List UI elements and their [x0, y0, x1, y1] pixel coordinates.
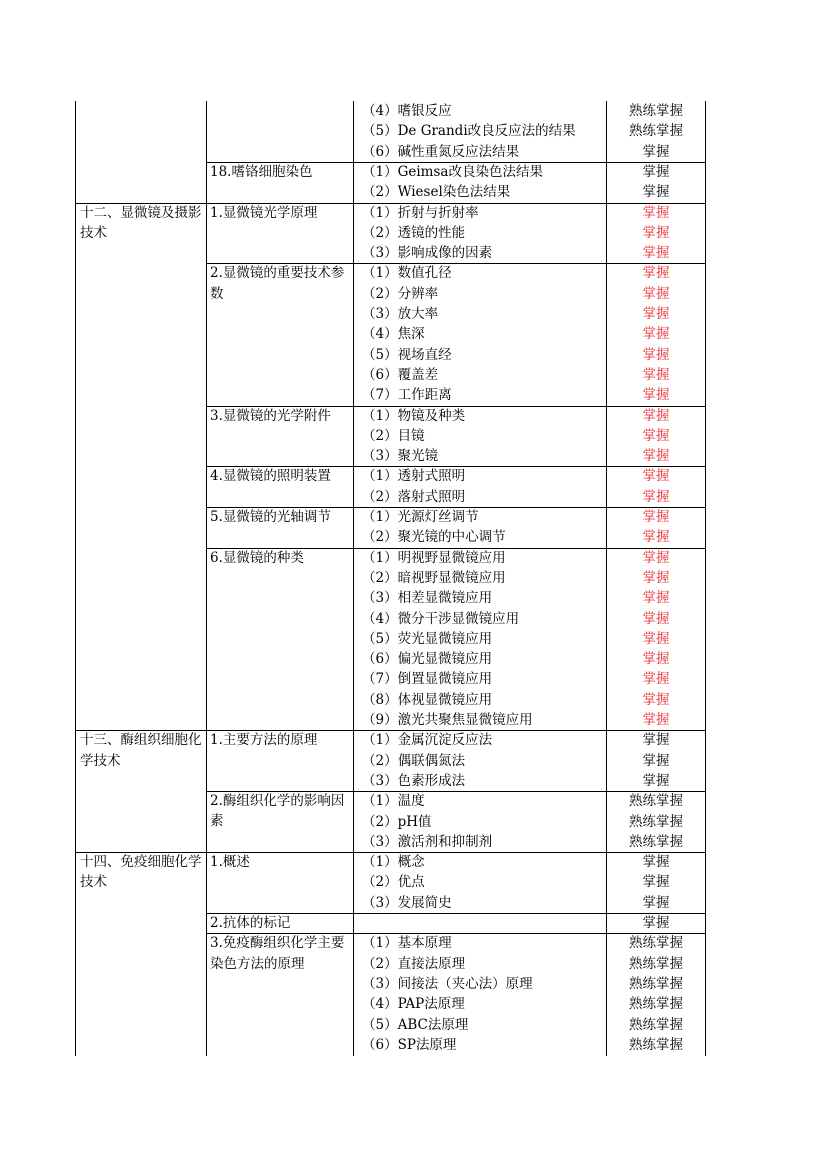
mastery-level: 掌握: [642, 509, 670, 525]
item-text: （1）概念: [362, 854, 425, 871]
item-text: （2）聚光镜的中心调节: [362, 529, 506, 546]
item-text: （6）SP法原理: [362, 1036, 457, 1053]
item-text: （1）明视野显微镜应用: [362, 549, 506, 566]
topic-title: 十四、免疫细胞化学技术: [80, 854, 202, 891]
item-text: （3）放大率: [362, 306, 439, 322]
item-text: （4）微分干涉显微镜应用: [362, 610, 520, 627]
row-divider: [206, 162, 705, 163]
row-divider: [206, 406, 705, 407]
item-text: （5）ABC法原理: [362, 1016, 469, 1033]
mastery-level: 掌握: [642, 772, 670, 789]
item-text: （2）直接法原理: [362, 955, 466, 972]
item-text: （2）Wiesel染色法结果: [362, 184, 511, 201]
unit-title: 1.显微镜光学原理: [210, 204, 318, 221]
item-text: （2）pH值: [362, 813, 432, 830]
mastery-level: 熟练掌握: [629, 975, 683, 992]
mastery-level: 熟练掌握: [629, 793, 683, 810]
item-text: （5）视场直经: [362, 346, 452, 363]
mastery-level: 熟练掌握: [629, 955, 683, 972]
item-text: （6）覆盖差: [362, 366, 439, 383]
unit-title: 18.嗜铬细胞染色: [210, 163, 313, 180]
unit-title: 3.免疫酶组织化学主要染色方法的原理: [210, 935, 345, 972]
mastery-level: 掌握: [642, 915, 670, 931]
row-divider: [206, 466, 705, 467]
mastery-level: 掌握: [642, 630, 670, 647]
unit-title: 3.显微镜的光学附件: [210, 407, 331, 424]
mastery-level: 掌握: [642, 224, 670, 241]
mastery-level: 掌握: [642, 691, 670, 708]
unit-title: 2.抗体的标记: [210, 915, 291, 931]
item-text: （3）间接法（夹心法）原理: [362, 975, 533, 992]
item-text: （1）光源灯丝调节: [362, 509, 479, 525]
unit-title: 1.概述: [210, 854, 250, 871]
row-divider: [75, 203, 705, 204]
item-text: （1）透射式照明: [362, 468, 466, 485]
mastery-level: 掌握: [642, 326, 670, 343]
column-border: [75, 101, 76, 1056]
item-text: （3）激活剂和抑制剂: [362, 833, 493, 850]
mastery-level: 掌握: [642, 163, 670, 180]
unit-title: 1.主要方法的原理: [210, 732, 318, 749]
unit-title: 5.显微镜的光轴调节: [210, 509, 331, 525]
unit-title: 4.显微镜的照明装置: [210, 468, 331, 485]
row-divider: [75, 730, 705, 731]
topic-title: 十三、酶组织细胞化学技术: [80, 732, 202, 769]
item-text: （6）碱性重氮反应法结果: [362, 143, 520, 160]
mastery-level: 掌握: [642, 712, 670, 728]
item-text: （3）影响成像的因素: [362, 245, 493, 262]
row-divider: [206, 791, 705, 792]
row-divider: [206, 913, 705, 914]
item-text: （4）PAP法原理: [362, 996, 465, 1013]
mastery-level: 掌握: [642, 732, 670, 749]
row-divider: [206, 933, 705, 934]
mastery-level: 掌握: [642, 529, 670, 546]
item-text: （8）体视显微镜应用: [362, 691, 493, 708]
mastery-level: 掌握: [642, 549, 670, 566]
item-text: （1）温度: [362, 793, 425, 810]
mastery-level: 掌握: [642, 468, 670, 485]
item-text: （7）工作距离: [362, 387, 452, 404]
mastery-level: 掌握: [642, 387, 670, 404]
item-text: （4）焦深: [362, 326, 425, 343]
row-divider: [206, 263, 705, 264]
column-border: [606, 101, 607, 1056]
item-text: （3）相差显微镜应用: [362, 590, 493, 607]
topic-title: 十二、显微镜及摄影技术: [80, 204, 202, 241]
item-text: （3）发展简史: [362, 894, 452, 911]
mastery-level: 熟练掌握: [629, 813, 683, 830]
item-text: （1）数值孔径: [362, 265, 452, 282]
mastery-level: 熟练掌握: [629, 996, 683, 1013]
item-text: （3）聚光镜: [362, 448, 439, 465]
item-text: （5）De Grandi改良反应法的结果: [362, 123, 576, 140]
mastery-level: 掌握: [642, 569, 670, 586]
mastery-level: 掌握: [642, 854, 670, 871]
mastery-level: 掌握: [642, 306, 670, 322]
mastery-level: 熟练掌握: [629, 123, 683, 140]
item-text: （2）目镜: [362, 427, 425, 444]
item-text: （4）嗜银反应: [362, 103, 452, 119]
mastery-level: 掌握: [642, 671, 670, 688]
mastery-level: 熟练掌握: [629, 1036, 683, 1053]
column-border: [353, 101, 354, 1056]
item-text: （2）优点: [362, 874, 425, 891]
mastery-level: 掌握: [642, 610, 670, 627]
mastery-level: 掌握: [642, 894, 670, 911]
mastery-level: 掌握: [642, 245, 670, 262]
mastery-level: 熟练掌握: [629, 833, 683, 850]
item-text: （3）色素形成法: [362, 772, 466, 789]
row-divider: [75, 852, 705, 853]
unit-title: 2.酶组织化学的影响因素: [210, 793, 345, 830]
item-text: （1）金属沉淀反应法: [362, 732, 493, 749]
mastery-level: 熟练掌握: [629, 103, 683, 119]
mastery-level: 掌握: [642, 366, 670, 383]
mastery-level: 熟练掌握: [629, 935, 683, 952]
item-text: （1）物镜及种类: [362, 407, 466, 424]
mastery-level: 掌握: [642, 488, 670, 505]
item-text: （1）基本原理: [362, 935, 452, 952]
mastery-level: 掌握: [642, 874, 670, 891]
item-text: （2）偶联偶氮法: [362, 752, 466, 769]
mastery-level: 掌握: [642, 184, 670, 201]
item-text: （2）暗视野显微镜应用: [362, 569, 506, 586]
mastery-level: 掌握: [642, 204, 670, 221]
item-text: （2）透镜的性能: [362, 224, 466, 241]
column-border: [705, 101, 706, 1056]
mastery-level: 掌握: [642, 427, 670, 444]
mastery-level: 掌握: [642, 285, 670, 302]
row-divider: [206, 507, 705, 508]
item-text: （5）荧光显微镜应用: [362, 630, 493, 647]
item-text: （1）Geimsa改良染色法结果: [362, 163, 543, 180]
item-text: （2）分辨率: [362, 285, 439, 302]
mastery-level: 掌握: [642, 265, 670, 282]
unit-title: 2.显微镜的重要技术参数: [210, 265, 345, 302]
mastery-level: 掌握: [642, 448, 670, 465]
mastery-level: 掌握: [642, 407, 670, 424]
mastery-level: 熟练掌握: [629, 1016, 683, 1033]
item-text: （1）折射与折射率: [362, 204, 479, 221]
mastery-level: 掌握: [642, 143, 670, 160]
column-border: [206, 101, 207, 1056]
unit-title: 6.显微镜的种类: [210, 549, 304, 566]
mastery-level: 掌握: [642, 590, 670, 607]
mastery-level: 掌握: [642, 752, 670, 769]
item-text: （2）落射式照明: [362, 488, 466, 505]
item-text: （6）偏光显微镜应用: [362, 651, 493, 668]
mastery-level: 掌握: [642, 346, 670, 363]
row-divider: [206, 548, 705, 549]
mastery-level: 掌握: [642, 651, 670, 668]
item-text: （9）激光共聚焦显微镜应用: [362, 712, 533, 728]
item-text: （7）倒置显微镜应用: [362, 671, 493, 688]
